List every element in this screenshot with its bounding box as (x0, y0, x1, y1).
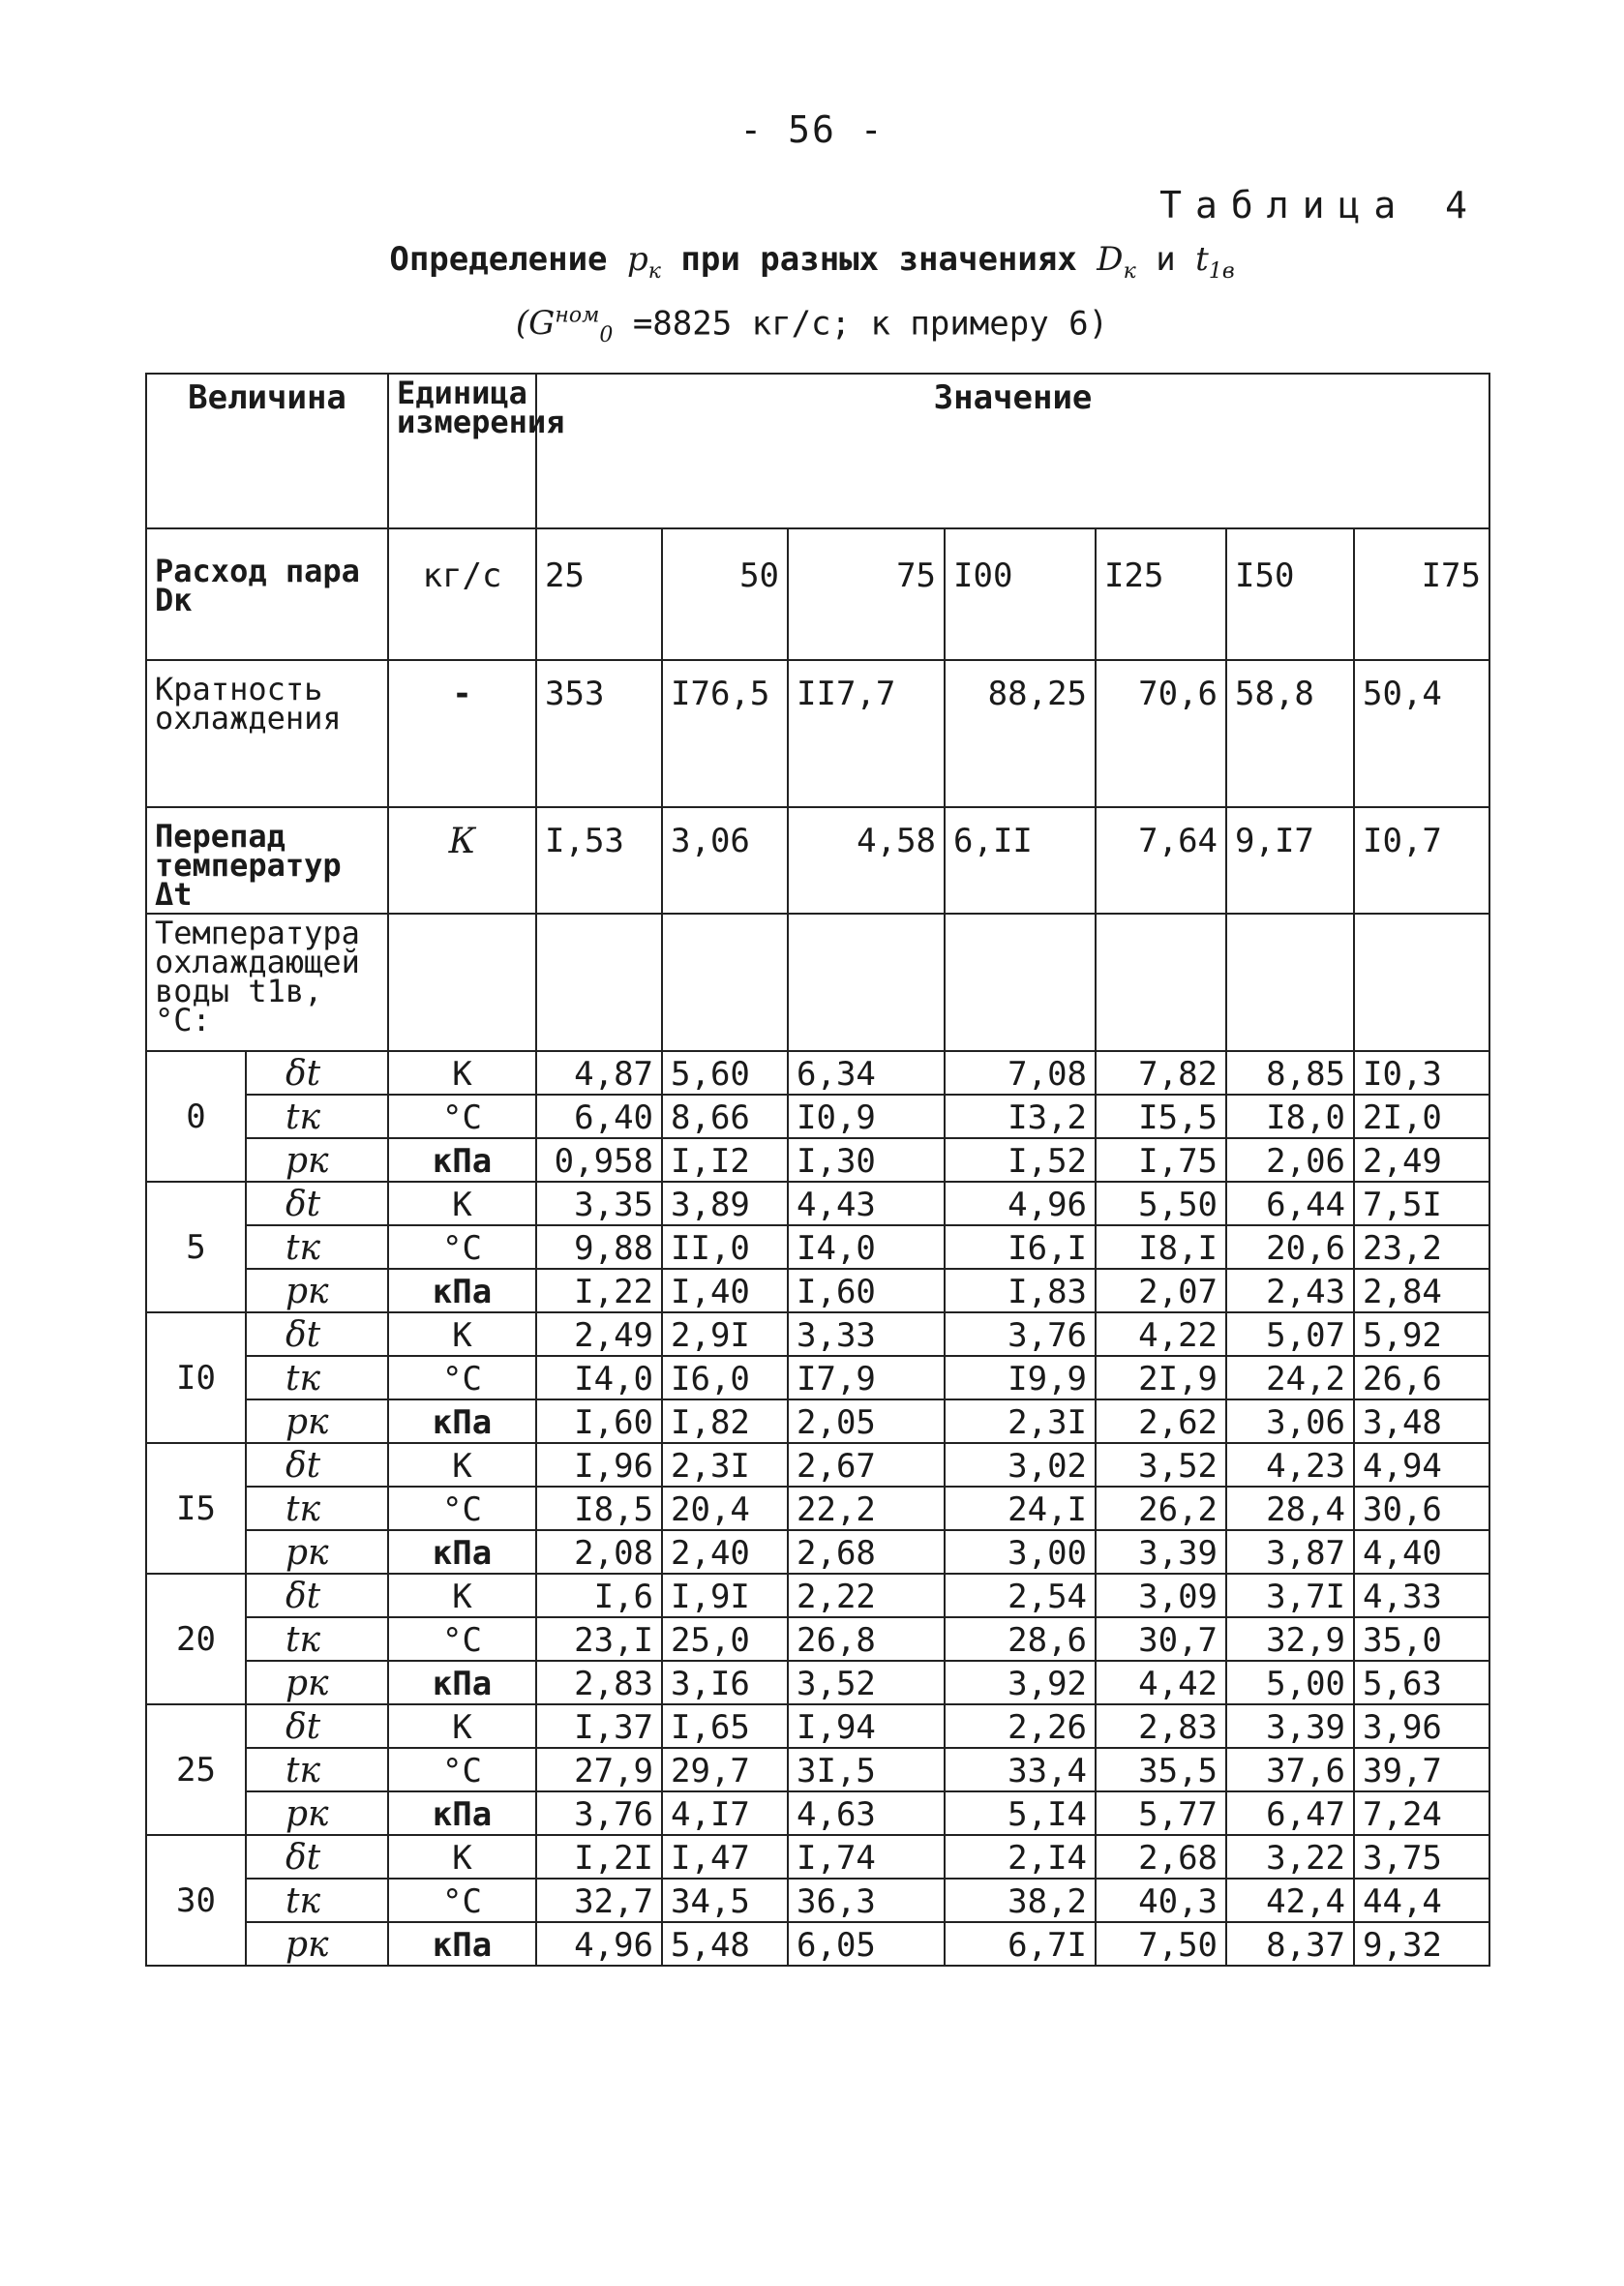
cell: 2,I4 (945, 1835, 1096, 1879)
cell: 5,07 (1226, 1312, 1354, 1356)
water-temperature-value: 5 (146, 1182, 246, 1312)
cell: 5,63 (1354, 1661, 1489, 1704)
cell: 4,94 (1354, 1443, 1489, 1487)
row-unit: кг/с (388, 528, 536, 660)
cell: I,65 (662, 1704, 788, 1748)
cell: 3,35 (536, 1182, 662, 1225)
cell: 2,68 (788, 1530, 945, 1574)
data-table (145, 373, 1490, 1967)
caption-text: и (1156, 240, 1176, 279)
cell: 4,87 (536, 1051, 662, 1095)
cell: 34,5 (662, 1879, 788, 1922)
temperature-group-row (146, 1748, 1489, 1791)
cell: 2,40 (662, 1530, 788, 1574)
cell: I75 (1354, 528, 1489, 660)
row-cooling-water-temperature (146, 914, 1489, 1051)
symbol-pk: pк (246, 1399, 388, 1443)
cell: I,60 (536, 1399, 662, 1443)
cell: 39,7 (1354, 1748, 1489, 1791)
cell: I,I2 (662, 1138, 788, 1182)
cell: I,30 (788, 1138, 945, 1182)
temperature-group-row (146, 1095, 1489, 1138)
cell: I,2I (536, 1835, 662, 1879)
symbol-dt: δt (246, 1574, 388, 1617)
cell: 2,3I (662, 1443, 788, 1487)
unit-pk: кПа (388, 1138, 536, 1182)
cell: 5,I4 (945, 1791, 1096, 1835)
cell: 8,66 (662, 1095, 788, 1138)
cell: 2I,9 (1096, 1356, 1226, 1399)
cell: 3,76 (536, 1791, 662, 1835)
symbol-tk: tк (246, 1487, 388, 1530)
cell: 7,64 (1096, 807, 1226, 914)
cell: 2,08 (536, 1530, 662, 1574)
cell: I,94 (788, 1704, 945, 1748)
cell: I,83 (945, 1269, 1096, 1312)
row-unit: К (388, 807, 536, 914)
cell: 2I,0 (1354, 1095, 1489, 1138)
caption-line-1 (0, 237, 1624, 294)
cell: 26,2 (1096, 1487, 1226, 1530)
table-caption (0, 237, 1624, 358)
cell: I0,3 (1354, 1051, 1489, 1095)
water-temperature-value: 20 (146, 1574, 246, 1704)
cell: 5,77 (1096, 1791, 1226, 1835)
cell: I76,5 (662, 660, 788, 807)
cell: I,74 (788, 1835, 945, 1879)
cell: I,22 (536, 1269, 662, 1312)
row-label: Расход пара Dк (146, 528, 388, 660)
row-temperature-difference (146, 807, 1489, 914)
cell: 7,50 (1096, 1922, 1226, 1966)
unit-dt: К (388, 1574, 536, 1617)
cell: 0,958 (536, 1138, 662, 1182)
cell: 70,6 (1096, 660, 1226, 807)
cell: 5,92 (1354, 1312, 1489, 1356)
cell: I0,7 (1354, 807, 1489, 914)
temperature-group-row (146, 1879, 1489, 1922)
cell (945, 914, 1096, 1051)
temperature-group-row (146, 1138, 1489, 1182)
cell: 7,08 (945, 1051, 1096, 1095)
cell: 3,89 (662, 1182, 788, 1225)
cell: 3,7I (1226, 1574, 1354, 1617)
cell: I50 (1226, 528, 1354, 660)
cell: 2,84 (1354, 1269, 1489, 1312)
temperature-group-row (146, 1225, 1489, 1269)
temperature-group-row (146, 1704, 1489, 1748)
unit-tk: °С (388, 1617, 536, 1661)
cell: 5,50 (1096, 1182, 1226, 1225)
cell: 42,4 (1226, 1879, 1354, 1922)
temperature-group-row (146, 1443, 1489, 1487)
temperature-group-row (146, 1661, 1489, 1704)
cell: 3,52 (1096, 1443, 1226, 1487)
cell: 30,7 (1096, 1617, 1226, 1661)
symbol-tk: tк (246, 1748, 388, 1791)
row-unit: - (388, 660, 536, 807)
cell: I0,9 (788, 1095, 945, 1138)
cell: 2,49 (1354, 1138, 1489, 1182)
water-temperature-value: 25 (146, 1704, 246, 1835)
unit-tk: °С (388, 1356, 536, 1399)
caption-symbol-dk: $D_к$ (1097, 240, 1136, 284)
symbol-pk: pк (246, 1530, 388, 1574)
unit-pk: кПа (388, 1399, 536, 1443)
temperature-group-row (146, 1312, 1489, 1356)
unit-tk: °С (388, 1748, 536, 1791)
cell (1226, 914, 1354, 1051)
cell: 35,5 (1096, 1748, 1226, 1791)
header-unit: Единица измерения (388, 374, 536, 528)
unit-dt: К (388, 1704, 536, 1748)
temperature-group-row (146, 1574, 1489, 1617)
caption-text: Определение (389, 240, 608, 279)
cell: 2,67 (788, 1443, 945, 1487)
row-label: Кратность охлаждения (146, 660, 388, 807)
cell: 29,7 (662, 1748, 788, 1791)
cell: 3,33 (788, 1312, 945, 1356)
cell: 2,49 (536, 1312, 662, 1356)
cell: 2,54 (945, 1574, 1096, 1617)
cell: 23,2 (1354, 1225, 1489, 1269)
symbol-dt: δt (246, 1704, 388, 1748)
cell: I,37 (536, 1704, 662, 1748)
water-temperature-value: 30 (146, 1835, 246, 1966)
cell: I8,0 (1226, 1095, 1354, 1138)
cell: 3,48 (1354, 1399, 1489, 1443)
cell: 4,I7 (662, 1791, 788, 1835)
cell: 3,52 (788, 1661, 945, 1704)
cell: 4,23 (1226, 1443, 1354, 1487)
row-multiplicity (146, 660, 1489, 807)
cell: 6,II (945, 807, 1096, 914)
cell: 5,00 (1226, 1661, 1354, 1704)
caption-symbol-pk: $p_к$ (627, 240, 661, 284)
symbol-pk: pк (246, 1922, 388, 1966)
cell: 6,7I (945, 1922, 1096, 1966)
symbol-dt: δt (246, 1182, 388, 1225)
temperature-group-row (146, 1791, 1489, 1835)
cell: 6,40 (536, 1095, 662, 1138)
cell: 7,24 (1354, 1791, 1489, 1835)
cell: I6,0 (662, 1356, 788, 1399)
cell (662, 914, 788, 1051)
cell: 2,07 (1096, 1269, 1226, 1312)
symbol-dt: δt (246, 1835, 388, 1879)
cell (1354, 914, 1489, 1051)
unit-pk: кПа (388, 1661, 536, 1704)
cell: 2,05 (788, 1399, 945, 1443)
cell: 23,I (536, 1617, 662, 1661)
cell: 20,4 (662, 1487, 788, 1530)
cell: 8,37 (1226, 1922, 1354, 1966)
cell (388, 914, 536, 1051)
cell: 5,48 (662, 1922, 788, 1966)
cell: 4,96 (536, 1922, 662, 1966)
cell: 2,68 (1096, 1835, 1226, 1879)
temperature-group-row (146, 1182, 1489, 1225)
cell: 28,4 (1226, 1487, 1354, 1530)
symbol-pk: pк (246, 1138, 388, 1182)
cell: I25 (1096, 528, 1226, 660)
cell: I,53 (536, 807, 662, 914)
cell: 3,76 (945, 1312, 1096, 1356)
cell: 2,3I (945, 1399, 1096, 1443)
caption-text: при разных значениях (680, 240, 1077, 279)
temperature-group-row (146, 1356, 1489, 1399)
row-label: Температура охлаждающей воды t1в, °С: (146, 914, 388, 1051)
cell: I00 (945, 528, 1096, 660)
unit-tk: °С (388, 1487, 536, 1530)
temperature-group-row (146, 1487, 1489, 1530)
cell: 9,I7 (1226, 807, 1354, 914)
cell: 36,3 (788, 1879, 945, 1922)
symbol-pk: pк (246, 1269, 388, 1312)
symbol-pk: pк (246, 1661, 388, 1704)
cell: 24,2 (1226, 1356, 1354, 1399)
cell: I7,9 (788, 1356, 945, 1399)
unit-dt: К (388, 1051, 536, 1095)
cell (536, 914, 662, 1051)
cell: 3,39 (1096, 1530, 1226, 1574)
cell: 25,0 (662, 1617, 788, 1661)
cell: 3,00 (945, 1530, 1096, 1574)
cell: I,75 (1096, 1138, 1226, 1182)
cell: I,82 (662, 1399, 788, 1443)
caption-symbol-t1v: $t_{1в}$ (1195, 240, 1235, 284)
water-temperature-value: I0 (146, 1312, 246, 1443)
cell: I8,I (1096, 1225, 1226, 1269)
cell: 6,34 (788, 1051, 945, 1095)
row-label: Перепад температур Δt (146, 807, 388, 914)
cell: II,0 (662, 1225, 788, 1269)
cell: 35,0 (1354, 1617, 1489, 1661)
cell: 88,25 (945, 660, 1096, 807)
cell: 9,88 (536, 1225, 662, 1269)
cell: 3,22 (1226, 1835, 1354, 1879)
symbol-dt: δt (246, 1443, 388, 1487)
unit-pk: кПа (388, 1269, 536, 1312)
cell: I,9I (662, 1574, 788, 1617)
cell: 26,8 (788, 1617, 945, 1661)
cell: I9,9 (945, 1356, 1096, 1399)
cell: 4,43 (788, 1182, 945, 1225)
cell: 4,40 (1354, 1530, 1489, 1574)
cell: I4,0 (536, 1356, 662, 1399)
unit-tk: °С (388, 1225, 536, 1269)
cell: 25 (536, 528, 662, 660)
cell: 3,06 (1226, 1399, 1354, 1443)
caption-text: =8825 кг/с; к примеру 6) (632, 304, 1109, 344)
cell: 22,2 (788, 1487, 945, 1530)
cell: 75 (788, 528, 945, 660)
cell: 7,5I (1354, 1182, 1489, 1225)
cell: I,52 (945, 1138, 1096, 1182)
cell: 33,4 (945, 1748, 1096, 1791)
unit-pk: кПа (388, 1791, 536, 1835)
cell: 2,83 (1096, 1704, 1226, 1748)
unit-pk: кПа (388, 1530, 536, 1574)
cell: 58,8 (1226, 660, 1354, 807)
cell: 32,9 (1226, 1617, 1354, 1661)
symbol-tk: tк (246, 1095, 388, 1138)
temperature-group-row (146, 1051, 1489, 1095)
cell: I4,0 (788, 1225, 945, 1269)
cell: I6,I (945, 1225, 1096, 1269)
cell: 28,6 (945, 1617, 1096, 1661)
cell: 6,44 (1226, 1182, 1354, 1225)
cell: I,6 (536, 1574, 662, 1617)
symbol-tk: tк (246, 1356, 388, 1399)
cell: I,96 (536, 1443, 662, 1487)
cell: 24,I (945, 1487, 1096, 1530)
cell: 3,96 (1354, 1704, 1489, 1748)
symbol-tk: tк (246, 1225, 388, 1269)
cell: 2,26 (945, 1704, 1096, 1748)
cell: 3,92 (945, 1661, 1096, 1704)
temperature-group-row (146, 1617, 1489, 1661)
cell: 20,6 (1226, 1225, 1354, 1269)
cell: 40,3 (1096, 1879, 1226, 1922)
cell: I3,2 (945, 1095, 1096, 1138)
symbol-tk: tк (246, 1617, 388, 1661)
header-quantity: Величина (146, 374, 388, 528)
cell: 353 (536, 660, 662, 807)
symbol-dt: δt (246, 1312, 388, 1356)
temperature-group-row (146, 1835, 1489, 1879)
cell: I,40 (662, 1269, 788, 1312)
cell: 3,02 (945, 1443, 1096, 1487)
caption-line-2 (0, 294, 1624, 358)
cell: 2,06 (1226, 1138, 1354, 1182)
symbol-tk: tк (246, 1879, 388, 1922)
temperature-group-row (146, 1399, 1489, 1443)
cell: 3,75 (1354, 1835, 1489, 1879)
cell: 9,32 (1354, 1922, 1489, 1966)
unit-tk: °С (388, 1879, 536, 1922)
cell: 50,4 (1354, 660, 1489, 807)
cell: 7,82 (1096, 1051, 1226, 1095)
cell: I5,5 (1096, 1095, 1226, 1138)
unit-tk: °С (388, 1095, 536, 1138)
cell: 3,09 (1096, 1574, 1226, 1617)
symbol-pk: pк (246, 1791, 388, 1835)
unit-dt: К (388, 1835, 536, 1879)
cell: 4,33 (1354, 1574, 1489, 1617)
cell: I8,5 (536, 1487, 662, 1530)
cell: 3,I6 (662, 1661, 788, 1704)
unit-dt: К (388, 1312, 536, 1356)
water-temperature-value: 0 (146, 1051, 246, 1182)
water-temperature-value: I5 (146, 1443, 246, 1574)
cell: 38,2 (945, 1879, 1096, 1922)
cell: 37,6 (1226, 1748, 1354, 1791)
unit-dt: К (388, 1182, 536, 1225)
cell: 4,96 (945, 1182, 1096, 1225)
unit-pk: кПа (388, 1922, 536, 1966)
header-row (146, 374, 1489, 528)
cell: 2,43 (1226, 1269, 1354, 1312)
cell: 4,42 (1096, 1661, 1226, 1704)
cell: 4,58 (788, 807, 945, 914)
cell: 4,22 (1096, 1312, 1226, 1356)
cell: 50 (662, 528, 788, 660)
cell: 3,39 (1226, 1704, 1354, 1748)
cell: 6,47 (1226, 1791, 1354, 1835)
cell: 44,4 (1354, 1879, 1489, 1922)
header-value: Значение (536, 374, 1489, 528)
cell: 6,05 (788, 1922, 945, 1966)
cell: I,47 (662, 1835, 788, 1879)
cell: 3,87 (1226, 1530, 1354, 1574)
cell: 32,7 (536, 1879, 662, 1922)
cell: 3I,5 (788, 1748, 945, 1791)
page-number: - 56 - (739, 108, 885, 151)
temperature-group-row (146, 1922, 1489, 1966)
symbol-dt: δt (246, 1051, 388, 1095)
cell: 5,60 (662, 1051, 788, 1095)
cell: 30,6 (1354, 1487, 1489, 1530)
cell: 2,22 (788, 1574, 945, 1617)
cell (1096, 914, 1226, 1051)
cell: 8,85 (1226, 1051, 1354, 1095)
row-steam-flow (146, 528, 1489, 660)
table-label: Таблица 4 (1159, 184, 1481, 226)
temperature-group-row (146, 1269, 1489, 1312)
temperature-group-row (146, 1530, 1489, 1574)
cell: 27,9 (536, 1748, 662, 1791)
caption-symbol-g: ($G^{ном}_0$ (515, 303, 614, 347)
cell: II7,7 (788, 660, 945, 807)
cell (788, 914, 945, 1051)
cell: I,60 (788, 1269, 945, 1312)
unit-dt: К (388, 1443, 536, 1487)
cell: 2,83 (536, 1661, 662, 1704)
cell: 26,6 (1354, 1356, 1489, 1399)
cell: 2,9I (662, 1312, 788, 1356)
cell: 2,62 (1096, 1399, 1226, 1443)
cell: 4,63 (788, 1791, 945, 1835)
cell: 3,06 (662, 807, 788, 914)
